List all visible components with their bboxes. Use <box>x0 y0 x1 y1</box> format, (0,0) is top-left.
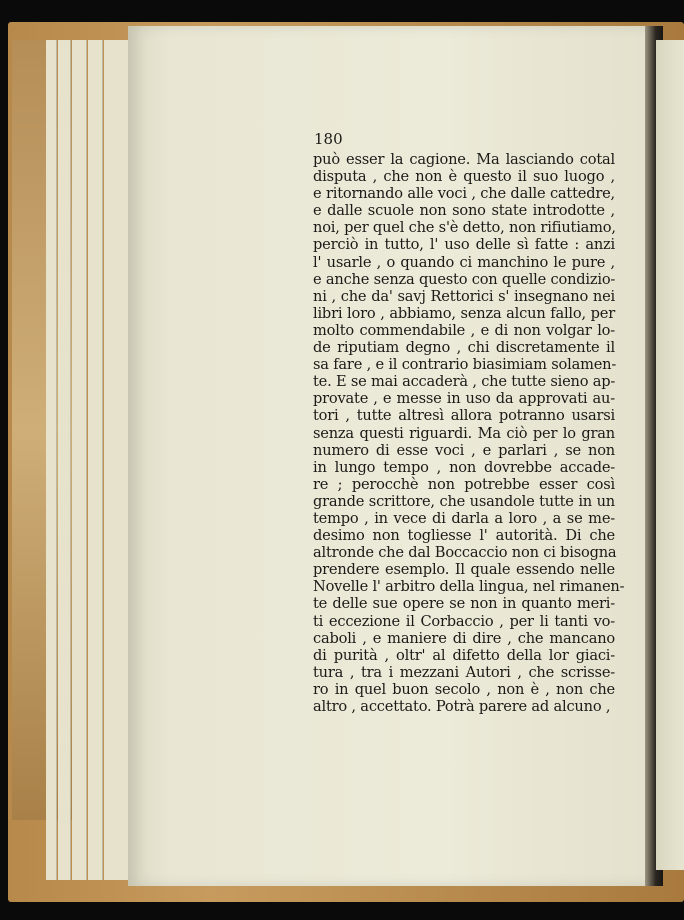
page-edge-5 <box>104 40 119 880</box>
text-line: numero di esse voci , e parlari , se non <box>313 441 615 459</box>
text-line: caboli , e maniere di dire , che mancano <box>313 629 615 647</box>
text-line: senza questi riguardi. Ma ciò per lo gran <box>313 424 615 442</box>
text-line: ti eccezione il Corbaccio , per li tanti vo- <box>313 612 615 630</box>
text-line: grande scrittore, che usandole tutte in un <box>313 492 615 510</box>
text-line: provate , e messe in uso da approvati au- <box>313 390 615 408</box>
text-line: può esser la cagione. Ma lasciando cotal <box>313 151 615 168</box>
facing-page-edge <box>656 40 684 870</box>
text-line: e anche senza questo con quelle condizio- <box>313 270 616 288</box>
text-line: desimo non togliesse l' autorità. Di che <box>313 527 615 545</box>
page-number: 180 <box>314 130 343 148</box>
text-line: te. E se mai accaderà , che tutte sieno ap- <box>313 373 616 391</box>
text-line: perciò in tutto, l' uso delle sì fatte : anzi <box>313 236 615 254</box>
text-line: tura , tra i mezzani Autori , che scrisse- <box>313 663 615 681</box>
text-line: e dalle scuole non sono state introdotte , <box>313 202 615 220</box>
text-line: ni , che da' savj Rettorici s' insegnano nei <box>313 287 615 305</box>
text-line: re ; perocchè non potrebbe esser così <box>313 475 615 493</box>
text-line: de riputiam degno , chi discretamente il <box>313 339 615 357</box>
text-line: sa fare , e il contrario biasimiam solamen- <box>313 356 617 374</box>
text-line: libri loro , abbiamo, senza alcun fallo, per <box>313 304 615 322</box>
text-line: in lungo tempo , non dovrebbe accade- <box>313 458 615 476</box>
page-edge-2 <box>58 40 71 880</box>
text-line: di purità , oltr' al difetto della lor giaci- <box>313 646 615 664</box>
text-line: altronde che dal Boccaccio non ci bisogna <box>313 544 617 562</box>
page-edge-1 <box>46 40 57 880</box>
text-line: tempo , in vece di darla a loro , a se me- <box>313 509 615 527</box>
text-line: l' usarle , o quando ci manchino le pure , <box>313 253 615 271</box>
text-line: altro , accettato. Potrà parere ad alcuno , <box>313 698 611 715</box>
page-text <box>313 151 625 715</box>
text-line: molto commendabile , e di non volgar lo- <box>313 321 615 339</box>
text-line: disputa , che non è questo il suo luogo , <box>313 168 615 186</box>
page-edge-4 <box>88 40 103 880</box>
text-line: tori , tutte altresì allora potranno usarsi <box>313 407 615 425</box>
text-line: te delle sue opere se non in quanto meri- <box>313 595 615 613</box>
text-line: prendere esemplo. Il quale essendo nelle <box>313 561 615 579</box>
text-line: e ritornando alle voci , che dalle cattedre, <box>313 185 615 203</box>
text-line: noi, per quel che s'è detto, non rifiutiamo, <box>313 219 616 237</box>
page-edge-3 <box>72 40 87 880</box>
text-line: ro in quel buon secolo , non è , non che <box>313 680 615 698</box>
text-line: Novelle l' arbitro della lingua, nel rimanen- <box>313 578 625 596</box>
